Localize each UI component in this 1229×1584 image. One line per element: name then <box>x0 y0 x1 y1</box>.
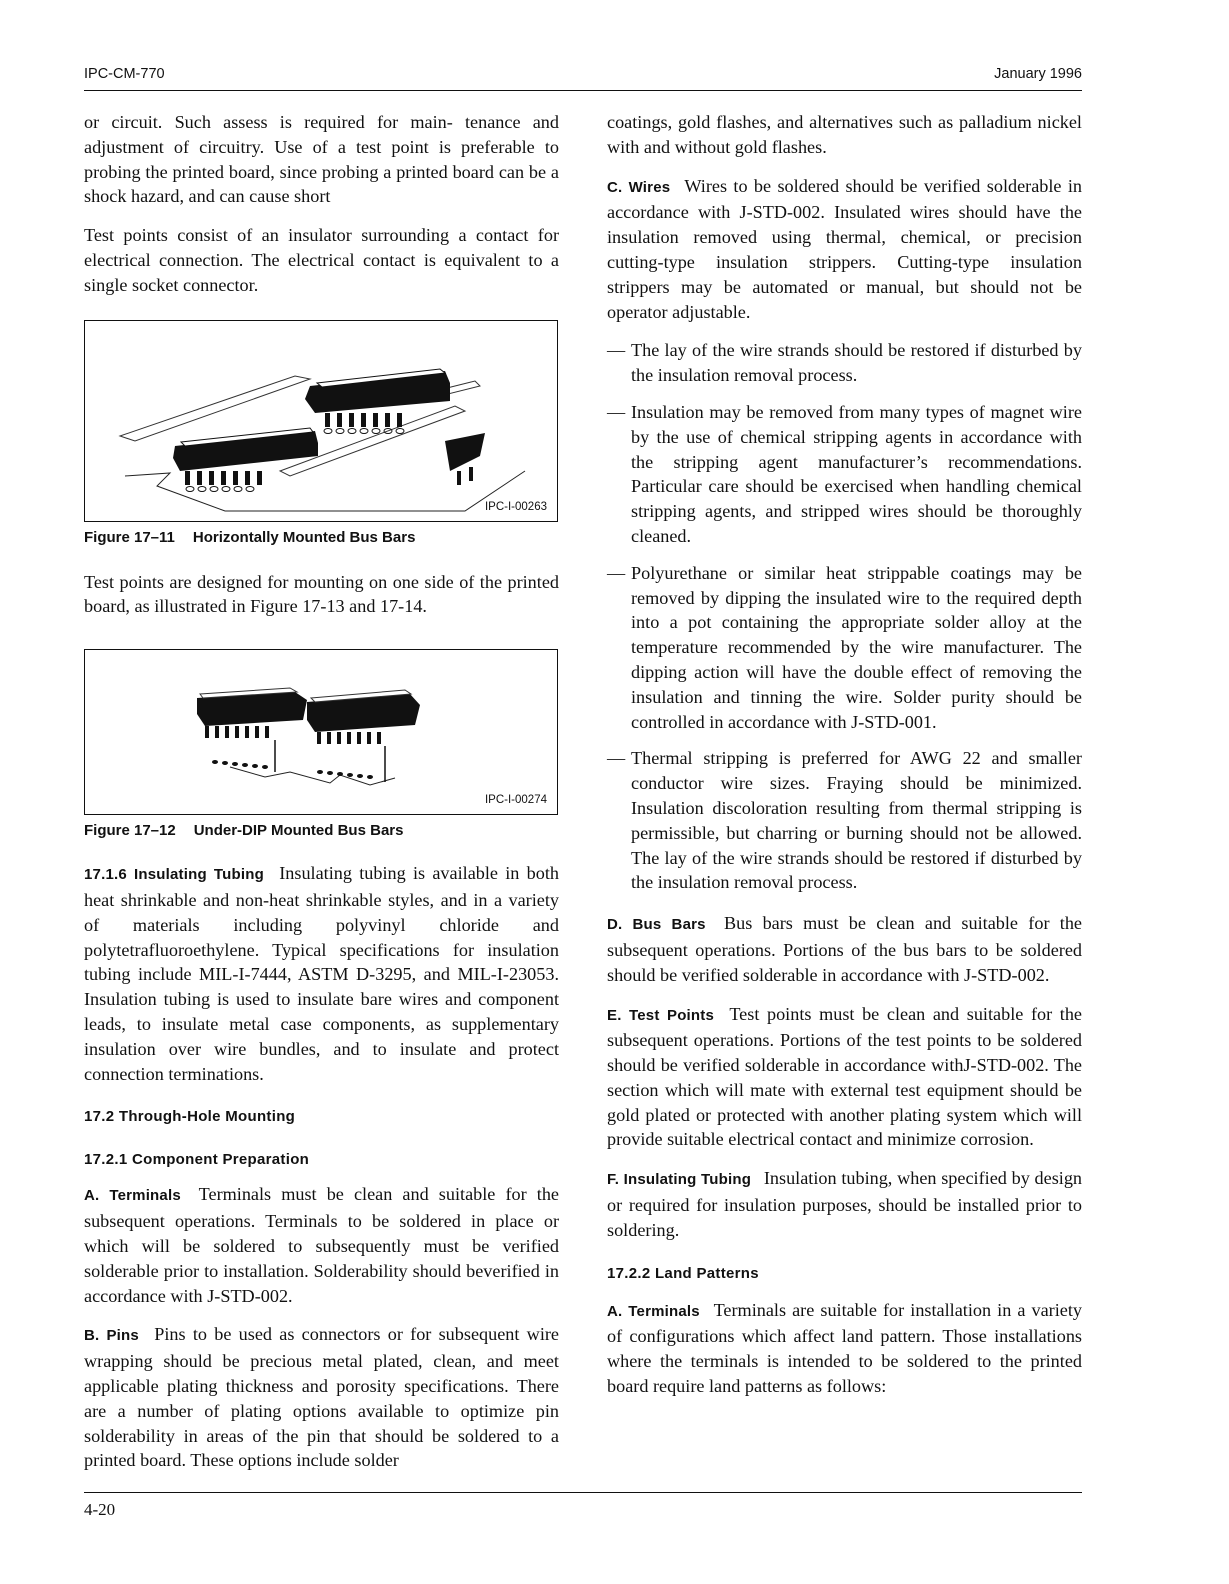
figure-number: Figure 17–12 <box>84 822 176 840</box>
footer-rule <box>84 1492 1082 1493</box>
subsection-lead: F. Insulating Tubing <box>607 1171 752 1189</box>
figure-17-12 <box>84 649 558 815</box>
dash-list-item <box>607 746 1082 895</box>
figure-caption <box>84 529 559 546</box>
subsection-land-terminals <box>607 1298 1082 1399</box>
subsection-terminals <box>84 1182 559 1308</box>
figure-id: IPC-I-00263 <box>484 500 547 513</box>
figure-id: IPC-I-00274 <box>484 794 547 807</box>
dash-bullet: — <box>607 401 626 422</box>
dash-list-item <box>607 338 1082 388</box>
section-17-1-6 <box>84 861 559 1086</box>
section-heading-17-2: 17.2 Through-Hole Mounting <box>84 1108 296 1126</box>
paragraph: Test points consist of an insulator surrounding a contact for electrical connection. The electrical contact is equivalent to a single socket connector. <box>84 225 559 295</box>
figure-title: Horizontally Mounted Bus Bars <box>192 528 416 546</box>
dash-bullet: — <box>607 562 626 583</box>
subsection-lead: A. Terminals <box>607 1302 700 1320</box>
subsection-lead: C. Wires <box>607 178 671 196</box>
dash-list-item <box>607 561 1082 735</box>
section-heading-17-2-1: 17.2.1 Component Preparation <box>84 1151 310 1169</box>
figure-17-11 <box>84 320 558 522</box>
section-heading: 17.1.6 Insulating Tubing <box>84 866 264 884</box>
figure-title: Under-DIP Mounted Bus Bars <box>193 822 404 840</box>
dash-bullet: — <box>607 748 626 769</box>
section-text: Insulating tubing is available in both heat shrinkable and non-heat shrinkable styles, and in a variety of materials including polyvinyl chloride and polytetrafluoroethylene. Typical specifications for insulation tubing include MIL-I-7444, ASTM D-3295, and MIL-I-23053. Insulation tubing is used to insulate bare wires and component leads, to insulate metal case components, as supplementary insulation over wire bundles, and to insulate and protect connection terminations. <box>84 863 559 1084</box>
subsection-text: Bus bars must be clean and suitable for the subsequent operations. Portions of the bus bars to be soldered should be verified solderable in accordance with J-STD-002. <box>607 913 1082 985</box>
dash-list-item <box>607 400 1082 549</box>
subsection-pins <box>84 1322 559 1473</box>
subsection-bus-bars <box>607 911 1082 987</box>
bus-bars-horizontal-illustration <box>85 321 557 521</box>
subsection-lead: D. Bus Bars <box>607 916 706 934</box>
dash-item-text: Thermal stripping is preferred for AWG 22 and smaller conductor wire sizes. Fraying should be minimized. Insulation discoloration resulting from thermal stripping is permissible, but charring or burning should not be allowed. The lay of the wire strands should be restored if disturbed by the insulation removal process. <box>631 748 1082 893</box>
dash-bullet: — <box>607 340 626 361</box>
under-dip-bus-bars-illustration <box>85 650 557 814</box>
page-header <box>84 64 1082 88</box>
right-column <box>607 110 1082 1413</box>
subsection-wires <box>607 174 1082 325</box>
subsection-text: Insulation tubing, when specified by design or required for insulation purposes, should be installed prior to soldering. <box>607 1168 1083 1240</box>
dash-item-text: Polyurethane or similar heat strippable coatings may be removed by dipping the insulated wire to the required depth into a pot containing the appropriate solder alloy at the temperature recommended by the wire manufacturer. The dipping action will have the double effect of removing the insulation and tinning the wire. Solder purity should be controlled in accordance with J-STD-001. <box>631 562 1082 732</box>
paragraph: coatings, gold flashes, and alternatives such as palladium nickel with and without gold flashes. <box>607 112 1082 157</box>
dash-item-text: The lay of the wire strands should be restored if disturbed by the insulation removal process. <box>631 340 1082 386</box>
subsection-text: Terminals must be clean and suitable for the subsequent operations. Terminals to be soldered in place or which will be soldered to subsequently must be verified solderable prior to installation. Solderability should beverified in accordance with J-STD-002. <box>84 1184 559 1306</box>
paragraph: Test points are designed for mounting on one side of the printed board, as illustrated in Figure 17-13 and 17-14. <box>84 571 559 617</box>
subsection-lead: A. Terminals <box>84 1187 181 1205</box>
figure-number: Figure 17–11 <box>84 528 175 546</box>
subsection-lead: B. Pins <box>84 1327 139 1345</box>
figure-caption <box>84 822 559 839</box>
subsection-text: Wires to be soldered should be verified solderable in accordance with J-STD-002. Insulated wires should have the insulation removed using thermal, chemical, or precision cutting-type insulation strippers. Cutting-type insulation strippers may be automated or manual, but should not be operator adjustable. <box>607 175 1083 322</box>
paragraph: or circuit. Such assess is required for main- tenance and adjustment of circuitry. Use of a test point is preferable to probing the printed board, since probing a printed board can be a shock hazard, and can cause short <box>84 112 559 207</box>
header-rule <box>84 90 1082 91</box>
document-id: IPC-CM-770 <box>84 66 165 82</box>
left-column <box>84 110 559 1487</box>
dash-item-text: Insulation may be removed from many types of magnet wire by the use of chemical stripping agents in accordance with the stripping agent manufacturer’s recommendations. Particular care should be exercised when handling chemical stripping agents, and stripped wires should be thoroughly cleaned. <box>631 401 1082 546</box>
page-number: 4-20 <box>84 1500 116 1519</box>
subsection-insulating-tubing <box>607 1166 1082 1242</box>
subsection-test-points <box>607 1002 1082 1153</box>
subsection-text: Pins to be used as connectors or for subsequent wire wrapping should be precious metal plated, clean, and meet applicable plating thickness and porosity specifications. There are a number of plating options available to optimize pin solderability in areas of the pin that should be soldered to a printed board. These options include solder <box>84 1324 560 1471</box>
subsection-lead: E. Test Points <box>607 1006 715 1024</box>
document-date: January 1996 <box>994 66 1082 82</box>
subsection-text: Terminals are suitable for installation in a variety of configurations which affect land pattern. Those installations where the terminals is intended to be soldered to the printed board require land patterns as follows: <box>607 1299 1082 1397</box>
subsection-text: Test points must be clean and suitable for the subsequent operations. Portions of the test points to be soldered should be verified solderable in accordance withJ-STD-002. The section which will mate with external test equipment should be gold plated or protected with another plating system which will provide suitable electrical contact and minimize corrosion. <box>607 1003 1082 1150</box>
section-heading-17-2-2: 17.2.2 Land Patterns <box>607 1264 759 1282</box>
